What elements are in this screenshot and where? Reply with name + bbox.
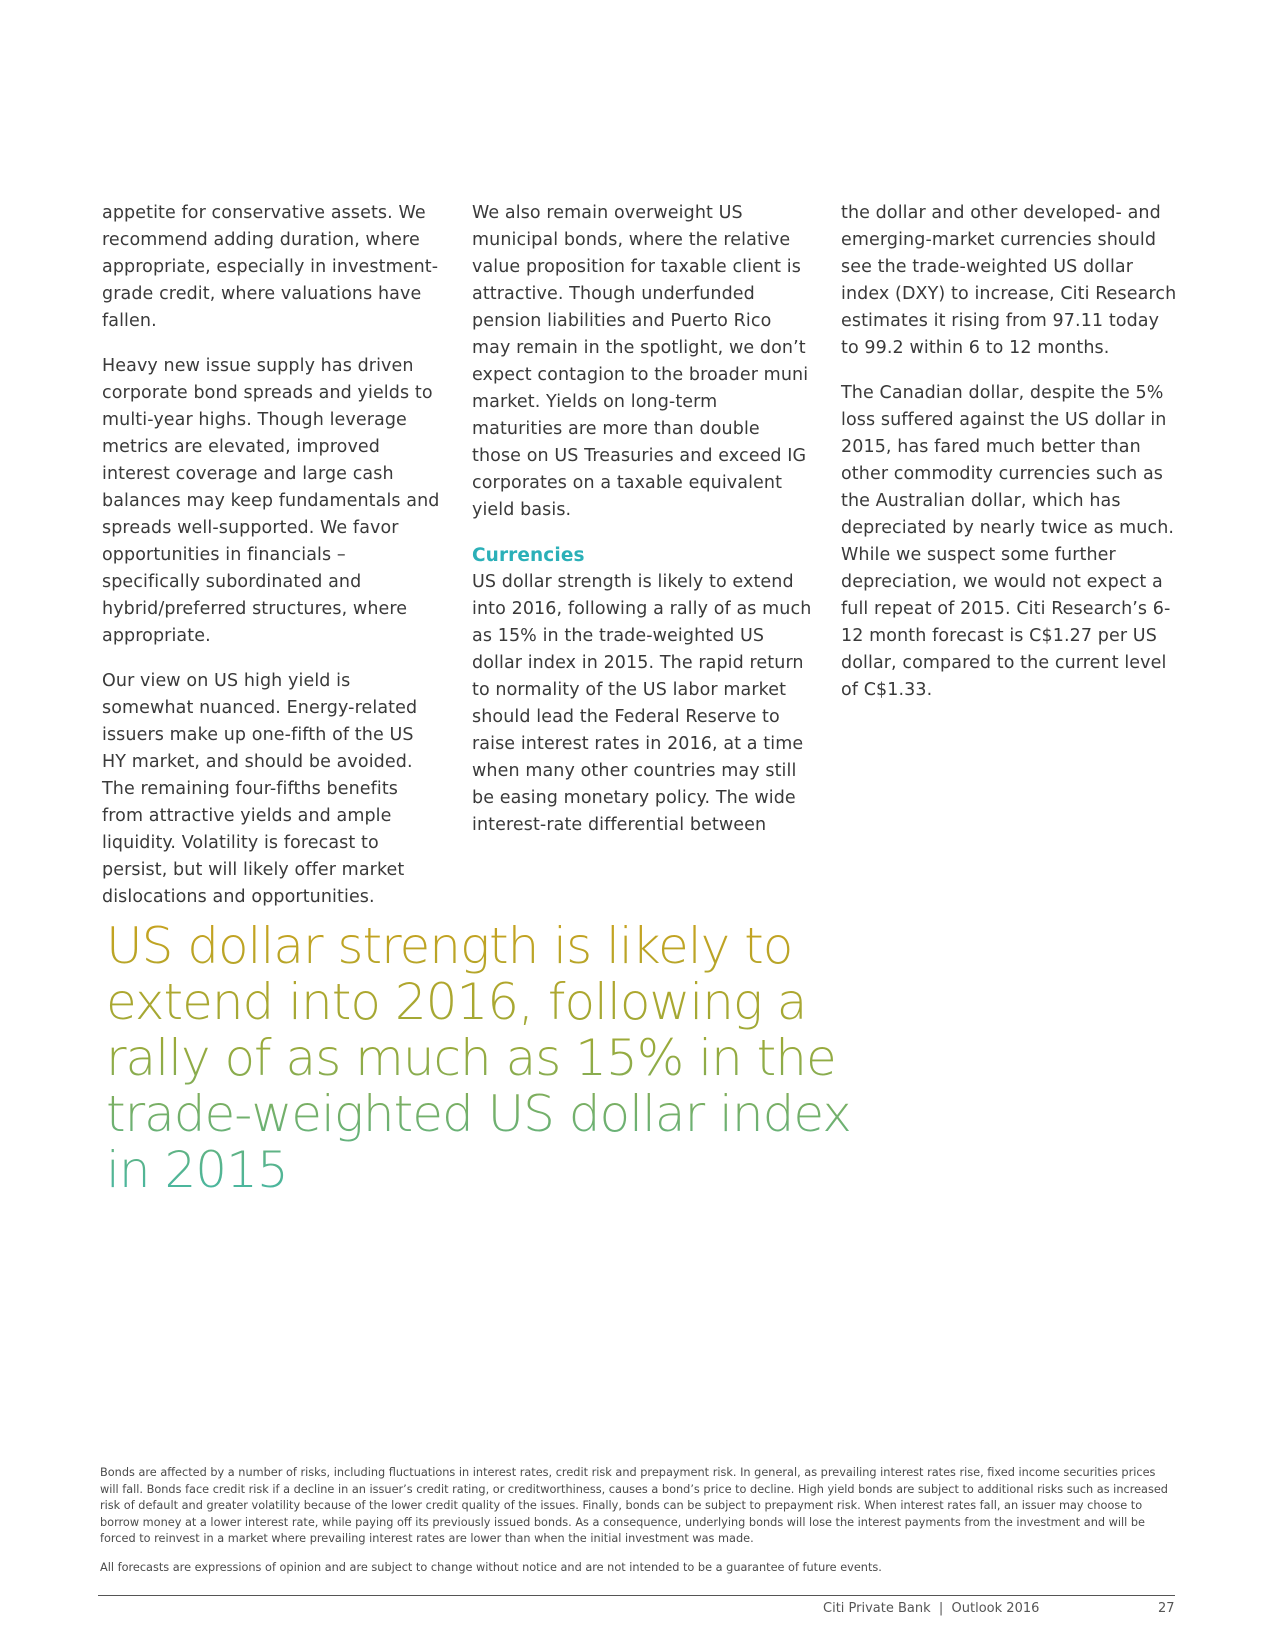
pull-quote: US dollar strength is likely to extend into 2016, following a rally of as much as 15% in the trade-weighted US dollar index in 2015 [106,918,866,1198]
page-number: 27 [1158,1601,1175,1616]
column-right [841,200,1181,722]
disclaimer [100,1465,1172,1588]
column-middle [472,200,812,857]
paragraph: The Canadian dollar, despite the 5% loss suffered against the US dollar in 2015, has fared much better than other commodity currencies such as the Australian dollar, which has depreciated by nearly twice as much. While we suspect some further depreciation, we would not expect a full repeat of 2015. Citi Research’s 6-12 month forecast is C$1.27 per US dollar, compared to the current level of C$1.33. [841,383,1175,700]
paragraph: US dollar strength is likely to extend into 2016, following a rally of as much as 15% in the trade-weighted US dollar index in 2015. The rapid return to normality of the US labor market should lead the Federal Reserve to raise interest rates in 2016, at a time when many other countries may still be easing monetary policy. The wide interest-rate differential between [472,572,812,835]
paragraph: appetite for conservative assets. We recommend adding duration, where appropriate, especially in investment-grade credit, where valuations have fallen. [102,203,439,331]
section-heading-currencies: Currencies [472,545,585,566]
footer-brand: Citi Private Bank | Outlook 2016 [823,1601,1040,1616]
footer-divider [98,1595,1175,1596]
forecast-disclaimer: All forecasts are expressions of opinion and are subject to change without notice and are not intended to be a guarantee of future events. [100,1560,882,1574]
paragraph: Heavy new issue supply has driven corporate bond spreads and yields to multi-year highs. Though leverage metrics are elevated, improved interest coverage and large cash balances may keep fundamentals and spreads well-supported. We favor opportunities in financials – specifically subordinated and hybrid/preferred structures, where appropriate. [102,356,440,646]
column-left [102,200,442,929]
paragraph: the dollar and other developed- and emerging-market currencies should see the trade-weighted US dollar index (DXY) to increase, Citi Research estimates it rising from 97.11 today to 99.2 within 6 to 12 months. [841,203,1177,358]
risk-disclaimer: Bonds are affected by a number of risks, including fluctuations in interest rates, credit risk and prepayment risk. In general, as prevailing interest rates rise, fixed income securities prices will fall. Bonds face credit risk if a decline in an issuer’s credit rating, or creditworthiness, causes a bond’s price to decline. High yield bonds are subject to additional risks such as increased risk of default and greater volatility because of the lower credit quality of the issues. Finally, bonds can be subject to prepayment risk. When interest rates fall, an issuer may choose to borrow money at a lower interest rate, while paying off its previously issued bonds. As a consequence, underlying bonds will lose the interest payments from the investment and will be forced to reinvest in a market where prevailing interest rates are lower than when the initial investment was made. [100,1466,1168,1545]
paragraph: Our view on US high yield is somewhat nuanced. Energy-related issuers make up one-fifth of the US HY market, and should be avoided. The remaining four-fifths benefits from attractive yields and ample liquidity. Volatility is forecast to persist, but will likely offer market dislocations and opportunities. [102,671,418,907]
paragraph: We also remain overweight US municipal bonds, where the relative value proposition for taxable client is attractive. Though underfunded pension liabilities and Puerto Rico may remain in the spotlight, we don’t expect contagion to the broader muni market. Yields on long-term maturities are more than double those on US Treasuries and exceed IG corporates on a taxable equivalent yield basis. [472,203,809,520]
